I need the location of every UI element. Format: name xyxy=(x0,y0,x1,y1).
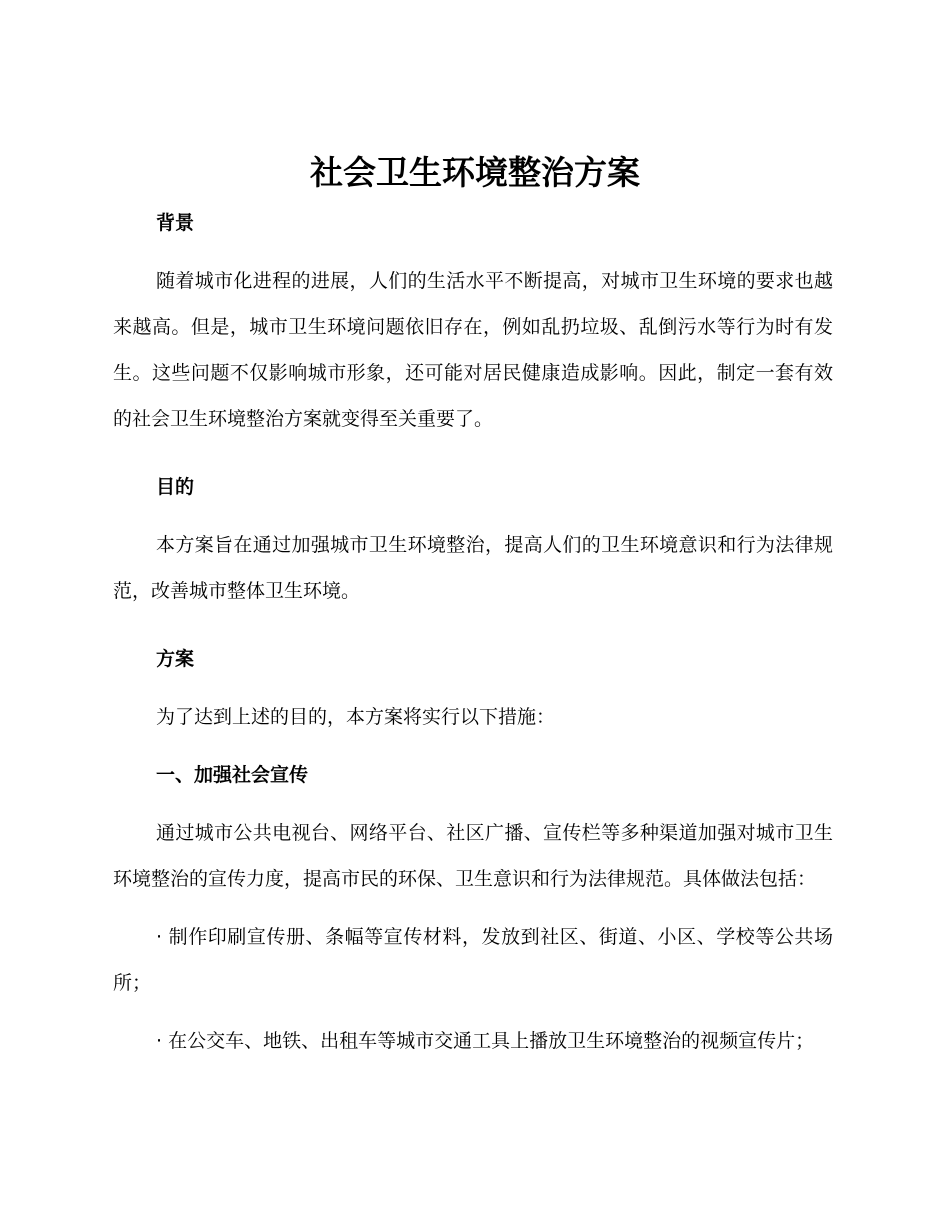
paragraph-purpose: 本方案旨在通过加强城市卫生环境整治，提高人们的卫生环境意识和行为法律规范，改善城市整体卫生环境。 xyxy=(113,534,833,602)
bullet-item-printed-materials: · 制作印刷宣传册、条幅等宣传材料，发放到社区、街道、小区、学校等公共场所； xyxy=(113,926,833,994)
document-body xyxy=(113,200,833,1064)
paragraph-plan-intro: 为了达到上述的目的，本方案将实行以下措施： xyxy=(156,706,556,728)
measure-heading-publicity: 一、加强社会宣传 xyxy=(156,764,309,786)
paragraph-background: 随着城市化进程的进展，人们的生活水平不断提高，对城市卫生环境的要求也越来越高。但是，城市卫生环境问题依旧存在，例如乱扔垃圾、乱倒污水等行为时有发生。这些问题不仅影响城市形象，还可能对居民健康造成影响。因此，制定一套有效的社会卫生环境整治方案就变得至关重要了。 xyxy=(113,270,833,430)
bullet-item-transport-video: · 在公交车、地铁、出租车等城市交通工具上播放卫生环境整治的视频宣传片； xyxy=(156,1030,815,1052)
document-title: 社会卫生环境整治方案 xyxy=(310,153,640,192)
section-heading-background: 背景 xyxy=(156,212,195,234)
section-heading-purpose: 目的 xyxy=(156,476,195,498)
paragraph-publicity: 通过城市公共电视台、网络平台、社区广播、宣传栏等多种渠道加强对城市卫生环境整治的宣传力度，提高市民的环保、卫生意识和行为法律规范。具体做法包括： xyxy=(113,822,833,890)
section-heading-plan: 方案 xyxy=(156,648,195,670)
